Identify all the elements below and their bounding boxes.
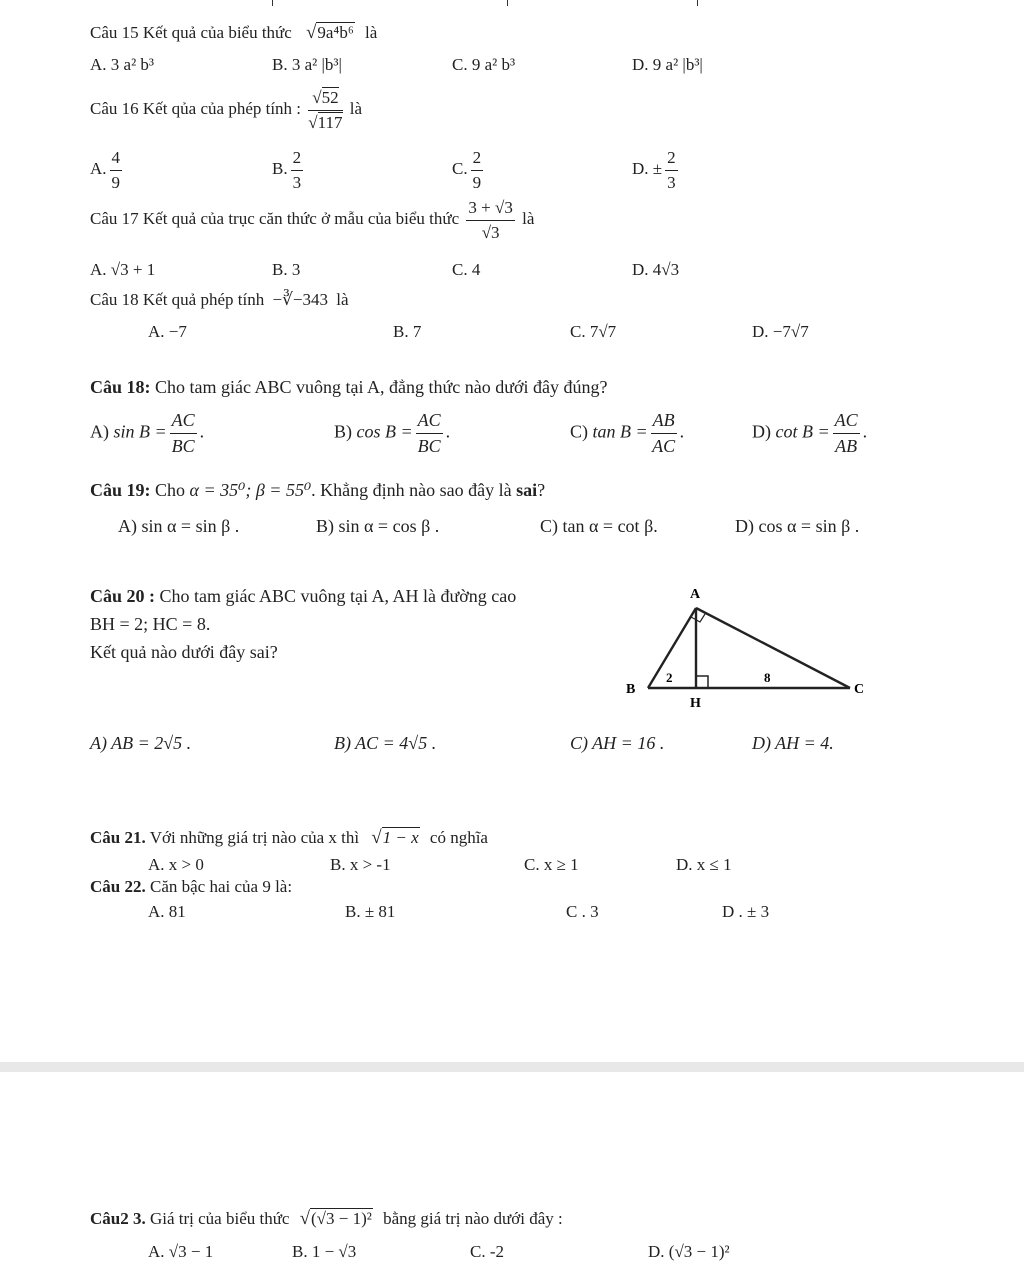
- vertex-c-label: C: [854, 682, 865, 697]
- q23-option-c: C. -2: [470, 1242, 504, 1261]
- q17-option-b: B. 3: [272, 260, 301, 279]
- q21-option-b: B. x > -1: [330, 855, 391, 874]
- question-20-line1: [90, 586, 516, 607]
- question-15: [90, 22, 377, 44]
- q23-option-a: A. √3 − 1: [148, 1242, 214, 1261]
- q15-option-d: D. 9 a² |b³|: [632, 55, 703, 74]
- vertex-b-label: B: [626, 682, 636, 697]
- q18a-option-d: D. −7√7: [752, 322, 809, 341]
- q17-option-d: D. 4√3: [632, 260, 680, 279]
- q16-option-d-prefix: D. ±: [632, 158, 663, 178]
- q16-option-b-den: 3: [292, 172, 302, 192]
- side-ac: [696, 608, 850, 688]
- question-18-triangle-text: Cho tam giác ABC vuông tại A, đẳng thức nào dưới đây đúng?: [155, 377, 608, 397]
- q18b-option-c-func: tan B =: [592, 421, 648, 442]
- q15-option-c: C. 9 a² b³: [452, 55, 516, 74]
- q18b-option-a-end: .: [199, 421, 205, 442]
- question-15-expr: 9a⁴b⁶: [317, 23, 354, 42]
- q18b-option-a-den: BC: [171, 435, 195, 456]
- q19-option-d: D) cos α = sin β .: [735, 516, 860, 536]
- q16-option-c-den: 9: [472, 172, 482, 192]
- q16-option-a-den: 9: [111, 172, 121, 192]
- question-23-text: Giá trị của biểu thức: [149, 1209, 290, 1228]
- q18b-option-a-prefix: A): [90, 421, 109, 442]
- q18b-option-b-end: .: [445, 421, 451, 442]
- right-angle-mark-h: [696, 676, 708, 688]
- q16-option-c-prefix: C.: [452, 158, 468, 178]
- question-17: [90, 198, 534, 242]
- q18b-option-d-func: cot B =: [775, 421, 830, 442]
- question-23-radical: √(√3 − 1)²: [299, 1208, 372, 1229]
- question-18-root: [90, 290, 349, 310]
- question-23-expr: (√3 − 1)²: [311, 1209, 372, 1228]
- q19-option-a: A) sin α = sin β .: [118, 516, 240, 536]
- q18b-option-b-func: cos B =: [356, 421, 413, 442]
- question-19-bold-word: sai: [516, 480, 538, 500]
- q16-option-b-num: 2: [291, 148, 304, 171]
- q19-option-c: C) tan α = cot β.: [540, 516, 658, 536]
- question-20-text: Cho tam giác ABC vuông tại A, AH là đường cao: [159, 586, 517, 606]
- question-21-expr: 1 − x: [382, 828, 419, 847]
- q16-option-b-prefix: B.: [272, 158, 288, 178]
- q20-option-a: A) AB = 2√5 .: [90, 733, 192, 753]
- q18b-option-d: [752, 410, 867, 456]
- top-tick-mark: [507, 0, 508, 6]
- q18b-option-c-end: .: [679, 421, 685, 442]
- question-23: [90, 1208, 563, 1230]
- question-18-triangle-label: Câu 18:: [90, 377, 151, 397]
- question-19-expr: α = 35⁰; β = 55⁰: [189, 480, 312, 500]
- question-15-radical: √9a⁴b⁶: [306, 22, 354, 43]
- q16-option-a-num: 4: [110, 148, 123, 171]
- triangle-figure: [618, 578, 878, 710]
- question-16-label: Câu 16 Kết qủa của phép tính :: [90, 98, 302, 118]
- q18b-option-d-num: AC: [833, 410, 860, 434]
- question-23-suffix: bằng giá trị nào dưới đây :: [383, 1209, 563, 1228]
- q15-option-a: A. 3 a² b³: [90, 55, 155, 74]
- top-tick-mark: [697, 0, 698, 6]
- q18b-option-c: [570, 410, 684, 456]
- q22-option-a: A. 81: [148, 902, 186, 921]
- question-16: [90, 88, 362, 132]
- question-18-root-suffix: là: [336, 290, 349, 309]
- question-18-root-label: Câu 18 Kết quả phép tính: [90, 290, 265, 309]
- q18a-option-b: B. 7: [393, 322, 422, 341]
- q21-option-d: D. x ≤ 1: [676, 855, 732, 874]
- q18b-option-b-num: AC: [416, 410, 443, 434]
- question-21-label: Câu 21.: [90, 828, 146, 847]
- question-22-text: Căn bậc hai của 9 là:: [149, 877, 293, 896]
- question-17-fraction: [466, 198, 514, 242]
- question-17-suffix: là: [522, 208, 535, 228]
- question-22-label: Câu 22.: [90, 877, 146, 896]
- q15-option-b: B. 3 a² |b³|: [272, 55, 342, 74]
- question-18-triangle: [90, 377, 608, 398]
- q20-option-c: C) AH = 16 .: [570, 733, 665, 753]
- question-21-text: Với những giá trị nào của x thì: [149, 828, 360, 847]
- q18b-option-c-den: AC: [652, 435, 676, 456]
- question-19-text1: Cho: [155, 480, 186, 500]
- question-22: [90, 877, 292, 897]
- q21-option-a: A. x > 0: [148, 855, 204, 874]
- q19-option-b: B) sin α = cos β .: [316, 516, 440, 536]
- segment-bh-label: 2: [666, 670, 673, 685]
- question-20-line2: BH = 2; HC = 8.: [90, 614, 211, 634]
- q16-option-b: [272, 148, 306, 192]
- question-21-radical: √1 − x: [371, 827, 419, 848]
- q16-option-c-num: 2: [471, 148, 484, 171]
- q18b-option-b-den: BC: [417, 435, 441, 456]
- q16-option-d-den: 3: [667, 172, 676, 192]
- q22-option-b: B. ± 81: [345, 902, 396, 921]
- right-angle-mark-a: [691, 614, 705, 622]
- question-18-root-expr: −∛−343: [272, 290, 328, 309]
- q16-option-d: [632, 148, 681, 192]
- vertex-a-label: A: [690, 587, 701, 602]
- q20-option-b: B) AC = 4√5 .: [334, 733, 437, 753]
- q18b-option-d-den: AB: [835, 435, 858, 456]
- q16-numerator: 52: [321, 88, 339, 107]
- q16-option-a-prefix: A.: [90, 158, 107, 178]
- question-16-suffix: là: [349, 98, 363, 118]
- question-17-label: Câu 17 Kết quả của trục căn thức ở mẫu của biểu thức: [90, 208, 460, 228]
- q16-option-d-num: 2: [665, 148, 678, 171]
- q22-option-c: C . 3: [566, 902, 599, 921]
- question-19: [90, 480, 545, 501]
- q18b-option-d-end: .: [862, 421, 868, 442]
- q18b-option-a-func: sin B =: [113, 421, 167, 442]
- question-23-label: Câu2 3.: [90, 1209, 146, 1228]
- q21-option-c: C. x ≥ 1: [524, 855, 579, 874]
- q18a-option-c: C. 7√7: [570, 322, 617, 341]
- q18a-option-a: A. −7: [148, 322, 187, 341]
- question-19-end: ?: [537, 480, 546, 500]
- q18b-option-b: [334, 410, 450, 456]
- q16-denominator: 117: [317, 112, 343, 132]
- q17-numerator: 3 + √3: [466, 198, 514, 221]
- question-15-suffix: là: [365, 23, 378, 42]
- q18b-option-d-prefix: D): [752, 421, 771, 442]
- q18b-option-a: [90, 410, 204, 456]
- q17-denominator: √3: [481, 222, 500, 242]
- q17-option-a: A. √3 + 1: [90, 260, 156, 279]
- page-separator: [0, 1062, 1024, 1072]
- foot-h-label: H: [690, 696, 701, 710]
- q23-option-b: B. 1 − √3: [292, 1242, 357, 1261]
- q16-option-a: [90, 148, 125, 192]
- question-20-label: Câu 20 :: [90, 586, 156, 606]
- segment-hc-label: 8: [764, 670, 771, 685]
- question-21: [90, 827, 488, 849]
- question-19-text2: . Khẳng định nào sao đây là: [311, 480, 512, 500]
- q20-option-d: D) AH = 4.: [752, 733, 834, 753]
- q18b-option-a-num: AC: [170, 410, 197, 434]
- question-15-label: Câu 15 Kết quả của biểu thức: [90, 23, 292, 42]
- q22-option-d: D . ± 3: [722, 902, 770, 921]
- q18b-option-b-prefix: B): [334, 421, 352, 442]
- q17-option-c: C. 4: [452, 260, 481, 279]
- q18b-option-c-prefix: C): [570, 421, 588, 442]
- top-tick-mark: [272, 0, 273, 6]
- q23-option-d: D. (√3 − 1)²: [648, 1242, 730, 1261]
- question-20-line3: Kết quả nào dưới đây sai?: [90, 642, 278, 662]
- question-19-label: Câu 19:: [90, 480, 151, 500]
- q16-option-c: [452, 148, 486, 192]
- question-16-fraction: $\frac{√52}{√117}$: [308, 88, 343, 132]
- q18b-option-c-num: AB: [651, 410, 677, 434]
- question-21-suffix: có nghĩa: [429, 828, 488, 847]
